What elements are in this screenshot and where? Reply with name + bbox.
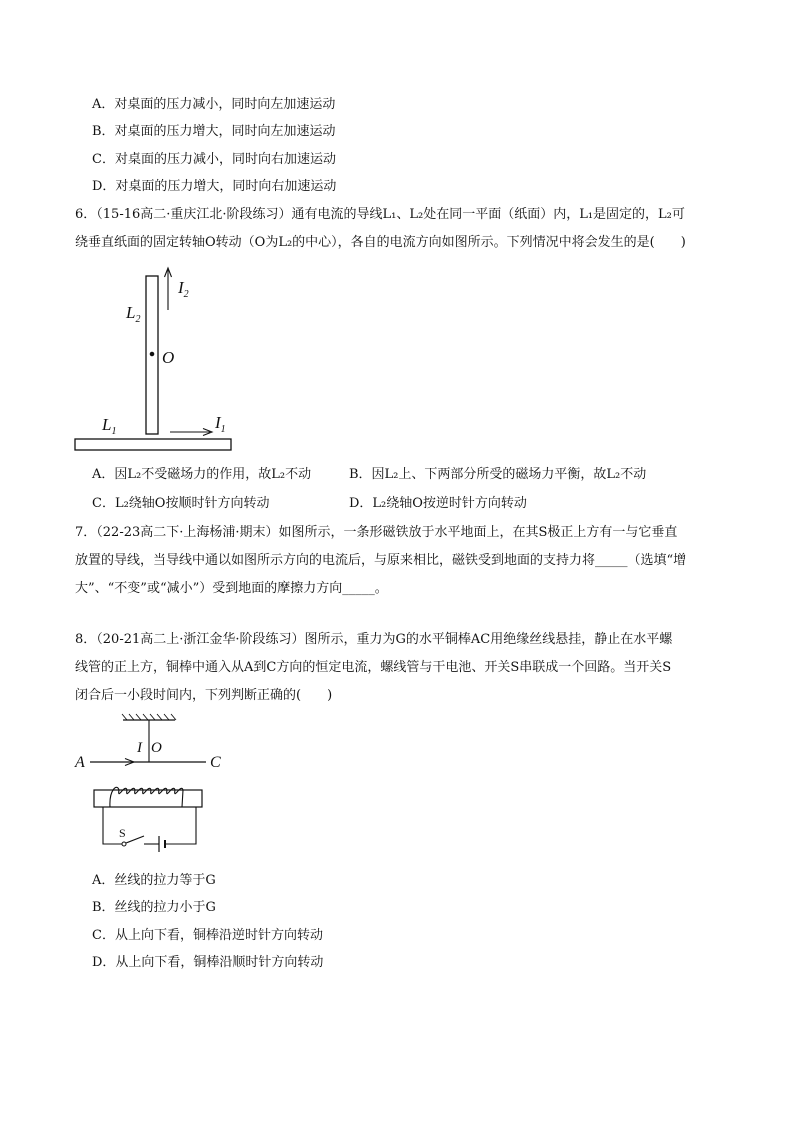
q6-option-b: B．因L₂上、下两部分所受的磁场力平衡，故L₂不动	[349, 467, 647, 482]
q6-option-c: C．L₂绕轴O按顺时针方向转动	[92, 496, 270, 511]
q6-stem-line1: 6．（15-16高二·重庆江北·阶段练习）通有电流的导线L₁、L₂处在同一平面（纸面）内，L₁是固定的，L₂可	[75, 207, 685, 222]
q7-line2: 放置的导线，当导线中通以如图所示方向的电流后，与原来相比，磁铁受到地面的支持力将_____（选填“增	[75, 553, 687, 568]
label-c: C	[210, 754, 221, 771]
label-a: A	[75, 754, 85, 771]
q6-option-a: A．因L₂不受磁场力的作用，故L₂不动	[92, 467, 312, 482]
q6-stem-line2: 绕垂直纸面的固定转轴O转动（O为L₂的中心），各自的电流方向如图所示。下列情况中将会发生的是( )	[75, 235, 686, 250]
q5-option-d: D．对桌面的压力增大，同时向右加速运动	[92, 179, 337, 194]
label-o: O	[151, 740, 162, 756]
q8-option-a: A．丝线的拉力等于G	[92, 873, 216, 888]
wire-l1	[75, 439, 231, 450]
q8-option-b: B．丝线的拉力小于G	[92, 900, 216, 915]
label-i2: $I_2$	[178, 278, 189, 300]
q8-option-c: C．从上向下看，铜棒沿逆时针方向转动	[92, 928, 323, 943]
q5-option-b: B．对桌面的压力增大，同时向左加速运动	[92, 124, 336, 139]
label-s: S	[119, 826, 126, 840]
q5-option-c: C．对桌面的压力减小，同时向右加速运动	[92, 152, 336, 167]
q8-line3: 闭合后一小段时间内，下列判断正确的( )	[75, 688, 333, 703]
q6-option-d: D．L₂绕轴O按逆时针方向转动	[349, 496, 527, 511]
q8-line1: 8．（20-21高二上·浙江金华·阶段练习）图所示，重力为G的水平铜棒AC用绝缘丝线悬挂，静止在水平螺	[75, 632, 673, 647]
label-l2: $L_2$	[126, 303, 141, 325]
q6-figure	[60, 262, 260, 457]
q7-line3: 大”、“不变”或“减小”）受到地面的摩擦力方向_____。	[75, 581, 388, 596]
label-i1: $I_1$	[215, 413, 226, 435]
label-i: I	[137, 740, 142, 756]
circuit-wire-right	[165, 807, 196, 844]
q8-option-d: D．从上向下看，铜棒沿顺时针方向转动	[92, 955, 324, 970]
q8-line2: 线管的正上方，铜棒中通入从A到C方向的恒定电流，螺线管与干电池、开关S串联成一个回路。当开关S	[75, 660, 672, 675]
axis-o-dot	[150, 352, 154, 356]
q5-option-a: A．对桌面的压力减小，同时向左加速运动	[92, 97, 336, 112]
q7-line1: 7．（22-23高二下·上海杨浦·期末）如图所示，一条形磁铁放于水平地面上，在其S极正上方有一与它垂直	[75, 525, 678, 540]
switch-s	[122, 842, 126, 846]
label-o: O	[162, 348, 175, 367]
label-l1: $L_1$	[102, 415, 117, 437]
q8-figure	[70, 712, 240, 862]
